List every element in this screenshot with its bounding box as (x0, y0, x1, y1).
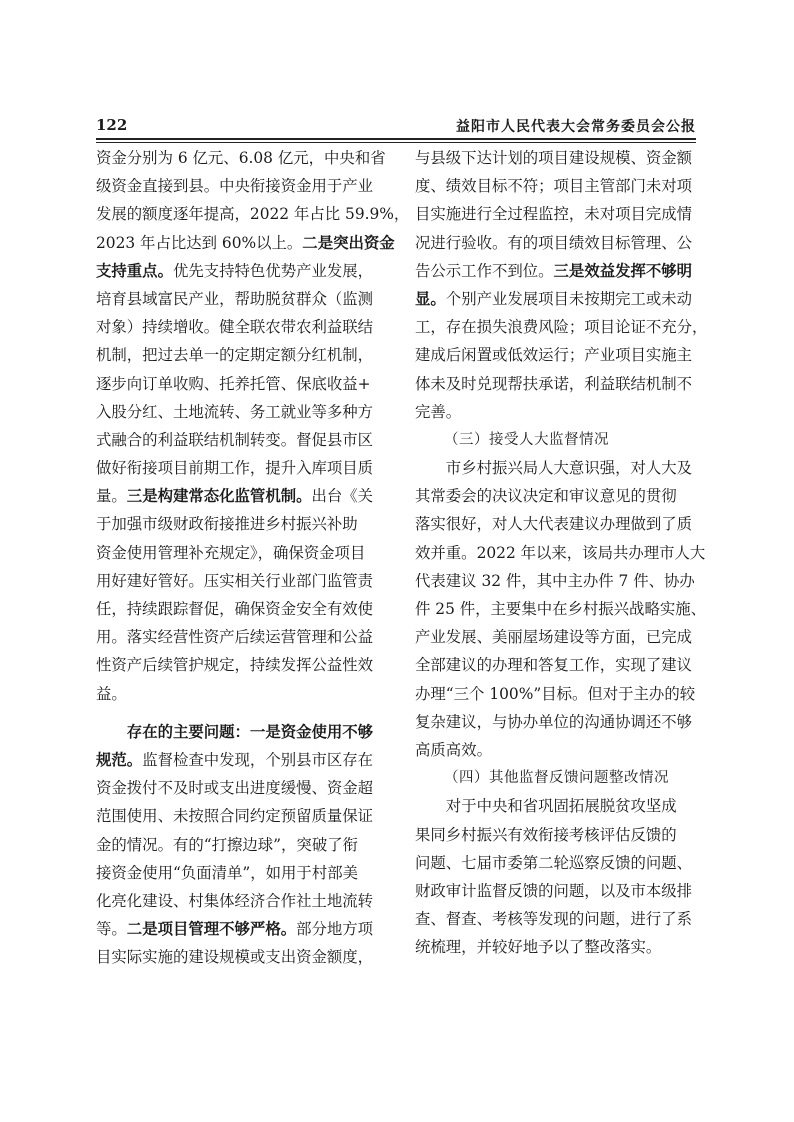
paragraph-funding-measures (96, 144, 410, 708)
text-line (96, 859, 388, 887)
text-line (96, 172, 388, 200)
text-line (415, 680, 700, 708)
text-segment: 其常委会的决议决定和审议意见的贯彻 (415, 487, 677, 506)
text-segment: 出台《关 (311, 487, 374, 506)
text-line (96, 887, 388, 915)
text-line (415, 877, 700, 905)
bold-text: 二是突出资金 (302, 233, 395, 252)
text-line (96, 144, 388, 172)
text-line (415, 567, 700, 595)
text-segment: 目实际实施的建设规模或支出资金额度， (96, 948, 374, 967)
text-segment: 于加强市级财政衔接推进乡村振兴补助 (96, 515, 358, 534)
text-line (96, 774, 388, 802)
text-segment: 量。 (96, 487, 127, 506)
bold-text: 三是构建常态化监管机制。 (126, 487, 312, 506)
text-line (96, 718, 388, 746)
text-line (96, 482, 388, 510)
paragraph-gap (96, 708, 388, 718)
text-line (415, 341, 700, 369)
text-segment: 对于中央和省巩固拓展脱贫攻坚成 (445, 797, 677, 816)
text-segment: 效并重。2022 年以来，该局共办理市人大 (415, 543, 706, 562)
text-line (415, 792, 700, 820)
text-segment: 高质高效。 (415, 740, 492, 759)
text-segment: 化亮化建设、村集体经济合作社土地流转 (96, 891, 374, 910)
text-line (415, 313, 708, 341)
text-segment: 工，存在损失浪费风险；项目论证不充分， (415, 318, 708, 337)
text-segment: 况进行验收。有的项目绩效目标管理、公 (415, 233, 693, 252)
text-segment: 全部建议的办理和答复工作，实现了建议 (415, 656, 693, 675)
text-segment: 2023 年占比达到 60%以上。 (96, 233, 303, 252)
text-line (96, 831, 388, 859)
section-heading-other-feedback: （四）其他监督反馈问题整改情况 (444, 770, 669, 787)
paragraph-main-problems (96, 718, 388, 972)
text-line (415, 370, 700, 398)
text-segment: 产业发展、美丽屋场建设等方面，已完成 (415, 628, 693, 647)
text-segment: 体未及时兑现帮扶承诺，利益联结机制不 (415, 374, 693, 393)
text-line (96, 426, 388, 454)
text-segment: 果同乡村振兴有效衔接考核评估反馈的 (415, 825, 677, 844)
text-line (415, 144, 700, 172)
text-segment: 机制，把过去单一的定期定额分红机制， (96, 346, 374, 365)
right-column (415, 144, 708, 961)
text-segment: 对象）持续增收。健全联农带农利益联结 (96, 318, 374, 337)
text-line (415, 172, 700, 200)
text-segment: 个别产业发展项目未按期完工或未动 (445, 289, 693, 308)
text-segment: 资金使用管理补充规定》，确保资金项目 (96, 543, 366, 562)
text-line (415, 229, 700, 257)
header-rule-thin (96, 142, 696, 143)
text-segment: 性资产后续管护规定，持续发挥公益性效 (96, 656, 374, 675)
bold-text: 支持重点。 (96, 261, 173, 280)
section-heading-npc-supervision: （三）接受人大监督情况 (444, 431, 609, 448)
text-segment: 落实很好，对人大代表建议办理做到了质 (415, 515, 693, 534)
text-segment: 入股分红、土地流转、务工就业等多种方 (96, 402, 374, 421)
text-line (96, 285, 388, 313)
paragraph-npc-supervision (415, 454, 707, 764)
text-line (96, 510, 388, 538)
text-line (415, 595, 707, 623)
text-segment: 益。 (96, 684, 127, 703)
text-line (96, 943, 388, 971)
text-segment: 用好建好管好。压实相关行业部门监管责 (96, 571, 374, 590)
text-line (415, 736, 700, 764)
text-segment: 办理“三个 100%”目标。但对于主办的较 (415, 684, 696, 703)
text-segment: 级资金直接到县。中央衔接资金用于产业 (96, 177, 374, 196)
text-line (415, 651, 700, 679)
text-segment: 资金拨付不及时或支出进度缓慢、资金超 (96, 779, 374, 798)
bulletin-title: 益阳市人民代表大会常务委员会公报 (456, 119, 696, 135)
text-segment: 用。落实经营性资产后续运营管理和公益 (96, 628, 374, 647)
text-segment: 发展的额度逐年提高，2022 年占比 59.9%， (96, 205, 410, 224)
text-segment: 目实施进行全过程监控，未对项目完成情 (415, 205, 693, 224)
text-line (415, 257, 700, 285)
text-line (96, 313, 388, 341)
page-header (96, 116, 696, 136)
text-line (415, 708, 700, 736)
text-line (96, 915, 388, 943)
header-rule (96, 138, 696, 140)
text-segment: 建成后闲置或低效运行；产业项目实施主 (415, 346, 693, 365)
text-line (96, 746, 388, 774)
text-line (96, 200, 410, 228)
text-segment: 代表建议 32 件，其中主办件 7 件、协办 (415, 571, 695, 590)
bold-text: 显。 (415, 289, 446, 308)
text-segment: 度、绩效目标不符；项目主管部门未对项 (415, 177, 693, 196)
text-line (96, 398, 388, 426)
text-line (96, 539, 388, 567)
text-line (96, 567, 388, 595)
text-segment: 逐步向订单收购、托养托管、保底收益+ (96, 374, 371, 393)
bold-text: 三是效益发挥不够明 (553, 261, 693, 280)
text-line (96, 595, 388, 623)
text-segment: 任，持续跟踪督促，确保资金安全有效使 (96, 600, 374, 618)
text-line (415, 905, 700, 933)
text-line (415, 454, 700, 482)
text-line (415, 285, 700, 313)
text-line (96, 454, 388, 482)
text-line (415, 539, 706, 567)
text-segment: 件 25 件，主要集中在乡村振兴战略实施、 (415, 600, 707, 618)
text-segment: 接资金使用“负面清单”，如用于村部美 (96, 863, 358, 882)
text-segment: 部分地方项 (296, 920, 374, 939)
text-segment: 做好衔接项目前期工作，提升入库项目质 (96, 459, 374, 478)
text-segment: 监督检查中发现，个别县市区存在 (142, 750, 374, 769)
text-segment: 告公示工作不到位。 (415, 261, 554, 280)
text-segment: 与县级下达计划的项目建设规模、资金额 (415, 149, 693, 167)
bold-text: 二是项目管理不够严格。 (126, 920, 297, 939)
text-line (96, 680, 388, 708)
text-segment: 等。 (96, 920, 127, 939)
text-line (96, 802, 388, 830)
bold-text: 存在的主要问题：一是资金使用不够 (126, 722, 374, 741)
text-segment: 复杂建议，与协办单位的沟通协调还不够 (415, 712, 693, 731)
text-line (415, 200, 700, 228)
text-segment: 完善。 (415, 402, 462, 421)
text-segment: 培育县域富民产业，帮助脱贫群众（监测 (96, 289, 374, 308)
text-line (96, 651, 388, 679)
text-segment: 金的情况。有的“打擦边球”，突破了衔 (96, 835, 358, 854)
text-segment: 范围使用、未按照合同约定预留质量保证 (96, 807, 374, 826)
text-line (415, 849, 700, 877)
text-segment: 市乡村振兴局人大意识强，对人大及 (445, 459, 693, 478)
text-line (96, 341, 388, 369)
text-line (96, 257, 388, 285)
text-line (96, 370, 388, 398)
text-line (415, 398, 700, 426)
text-line (415, 821, 700, 849)
text-segment: 优先支持特色优势产业发展， (172, 261, 374, 280)
text-segment: 资金分别为 6 亿元、6.08 亿元，中央和省 (96, 149, 386, 167)
text-line (415, 623, 700, 651)
bold-text: 规范。 (96, 750, 143, 769)
page-number: 122 (96, 116, 128, 134)
text-segment: 式融合的利益联结机制转变。督促县市区 (96, 430, 374, 449)
text-segment: 问题、七届市委第二轮巡察反馈的问题、 (415, 853, 693, 872)
text-line (415, 510, 700, 538)
text-line (415, 482, 700, 510)
paragraph-problems-continued (415, 144, 708, 426)
text-line (415, 933, 700, 961)
text-line (96, 229, 395, 257)
text-line (96, 623, 388, 651)
left-column (96, 144, 410, 971)
text-segment: 查、督查、考核等发现的问题，进行了系 (415, 910, 693, 929)
text-segment: 财政审计监督反馈的问题，以及市本级排 (415, 881, 693, 900)
paragraph-other-feedback (415, 792, 700, 961)
text-segment: 统梳理，并较好地予以了整改落实。 (415, 938, 662, 957)
